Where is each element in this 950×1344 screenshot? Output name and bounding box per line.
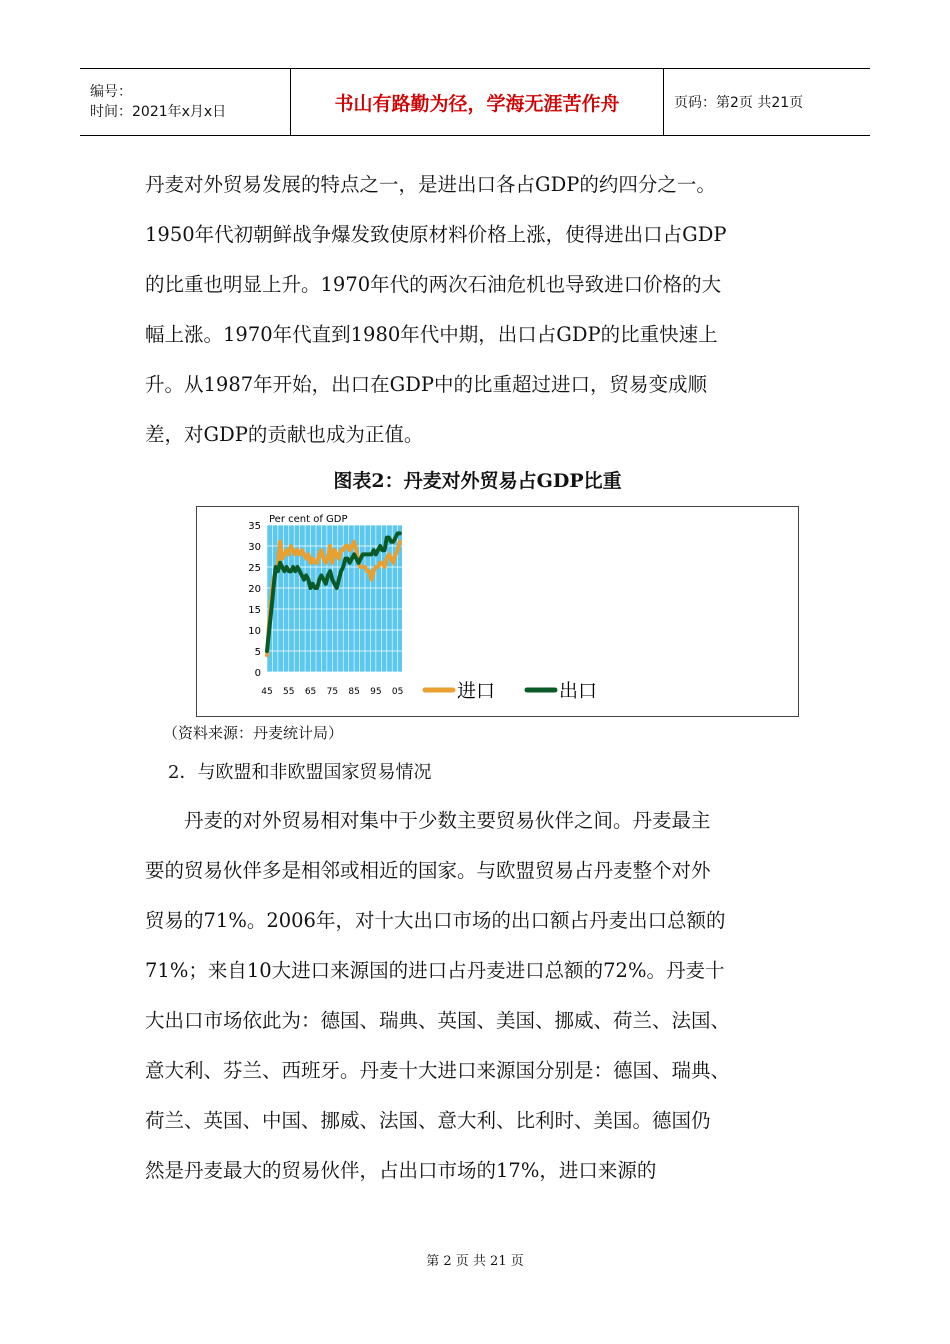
paragraph-intro	[145, 160, 810, 460]
x-tick-label: 45	[261, 687, 273, 697]
section-heading: 2．与欧盟和非欧盟国家贸易情况	[168, 762, 432, 783]
document-date: 时间：2021年x月x日	[90, 104, 227, 120]
motto-text: 书山有路勤为径，学海无涯苦作舟	[334, 92, 620, 115]
x-tick-label: 85	[348, 687, 360, 697]
y-tick-label: 20	[248, 584, 261, 595]
page-header	[80, 68, 870, 136]
header-left-cell	[80, 69, 291, 135]
text-line: 大出口市场依此为：德国、瑞典、英国、美国、挪威、荷兰、法国、	[145, 1009, 731, 1032]
legend-label: 进口	[457, 680, 496, 702]
text-line: 要的贸易伙伴多是相邻或相近的国家。与欧盟贸易占丹麦整个对外	[145, 859, 711, 882]
text-line: 然是丹麦最大的贸易伙伴，占出口市场的17%，进口来源的	[145, 1159, 657, 1182]
paragraph-partners	[145, 796, 810, 1196]
text-line: 1950年代初朝鲜战争爆发致使原材料价格上涨，使得进出口占GDP	[145, 223, 727, 246]
y-tick-label: 30	[248, 542, 261, 553]
legend-label: 出口	[559, 680, 598, 702]
text-line: 意大利、芬兰、西班牙。丹麦十大进口来源国分别是：德国、瑞典、	[145, 1059, 731, 1082]
chart-frame	[196, 506, 799, 717]
y-tick-label: 5	[254, 647, 261, 658]
figure-title: 图表2：丹麦对外贸易占GDP比重	[333, 470, 622, 492]
text-line: 丹麦的对外贸易相对集中于少数主要贸易伙伴之间。丹麦最主	[184, 809, 711, 832]
y-tick-label: 25	[248, 563, 261, 574]
text-line: 的比重也明显上升。1970年代的两次石油危机也导致进口价格的大	[145, 273, 722, 296]
page-footer: 第 2 页 共 21 页	[426, 1254, 524, 1269]
text-line: 71%；来自10大进口来源国的进口占丹麦进口总额的72%。丹麦十	[145, 959, 725, 982]
x-tick-label: 05	[391, 687, 404, 697]
page-info: 页码：第2页 共21页	[674, 95, 804, 111]
text-line: 幅上涨。1970年代直到1980年代中期，出口占GDP的比重快速上	[145, 323, 718, 346]
trade-share-chart	[197, 507, 798, 716]
x-tick-label: 55	[283, 687, 295, 697]
text-line: 丹麦对外贸易发展的特点之一，是进出口各占GDP的约四分之一。	[145, 173, 716, 196]
text-line: 升。从1987年开始，出口在GDP中的比重超过进口，贸易变成顺	[145, 373, 707, 396]
y-tick-label: 0	[254, 668, 261, 679]
y-tick-label: 35	[248, 521, 261, 532]
y-tick-label: 15	[248, 605, 261, 616]
y-tick-label: 10	[248, 626, 261, 637]
document-number: 编号：	[90, 84, 132, 100]
text-line: 荷兰、英国、中国、挪威、法国、意大利、比利时、美国。德国仍	[145, 1109, 711, 1132]
source-note: （资料来源：丹麦统计局）	[163, 724, 344, 742]
text-line: 贸易的71%。2006年，对十大出口市场的出口额占丹麦出口总额的	[145, 909, 726, 932]
header-motto-cell	[291, 69, 664, 135]
x-tick-label: 95	[370, 687, 382, 697]
header-right-cell	[664, 69, 870, 135]
chart-subtitle: Per cent of GDP	[269, 514, 348, 525]
text-line: 差，对GDP的贡献也成为正值。	[145, 423, 424, 446]
x-tick-label: 65	[304, 687, 317, 697]
x-tick-label: 75	[326, 687, 339, 697]
